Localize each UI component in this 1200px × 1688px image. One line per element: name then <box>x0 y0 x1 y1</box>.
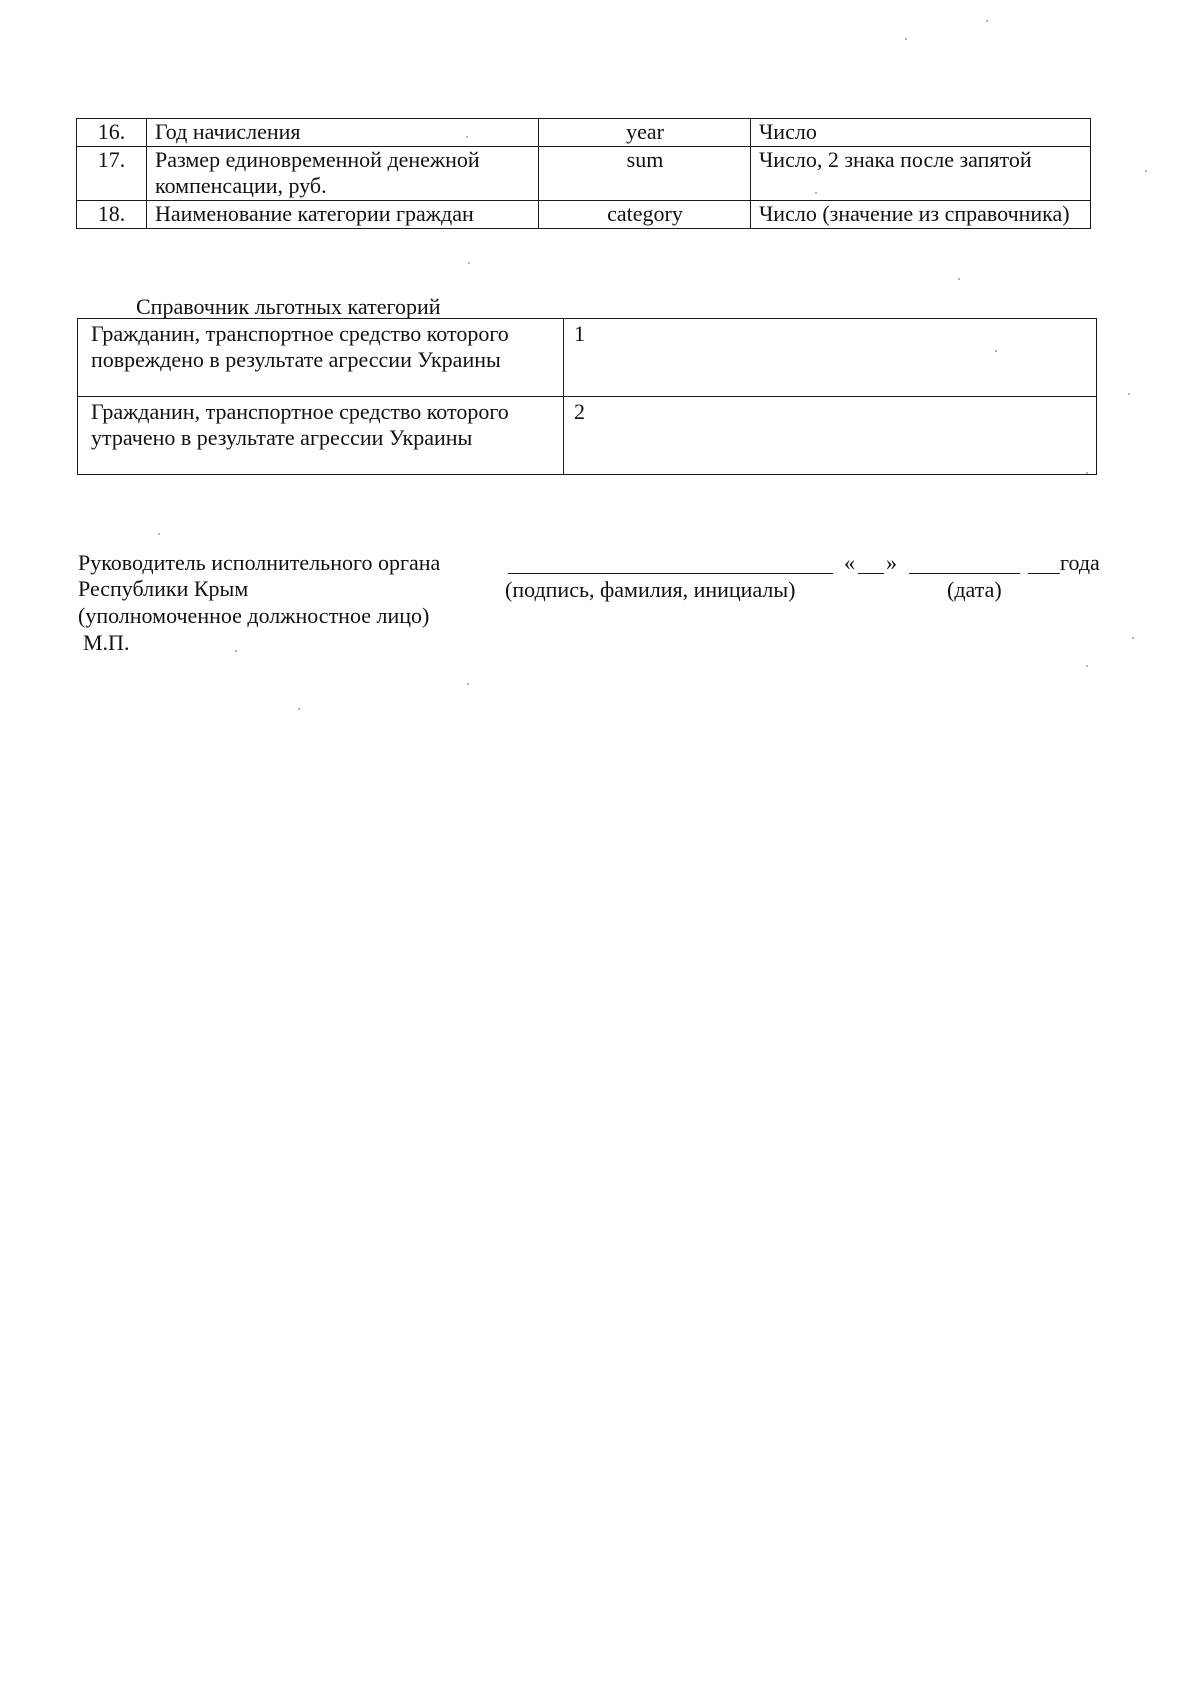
field-type: Число, 2 знака после запятой <box>751 147 1091 201</box>
table-row <box>77 201 1091 229</box>
field-code: year <box>539 119 751 147</box>
date-quote-close: » <box>886 550 897 575</box>
year-line <box>1028 573 1060 574</box>
year-word: года <box>1060 550 1100 575</box>
row-number: 17. <box>77 147 147 201</box>
day-line <box>858 573 884 574</box>
category-name: Гражданин, транспортное средство которого утрачено в результате агрессии Украины <box>78 397 564 475</box>
field-name: Наименование категории граждан <box>147 201 539 229</box>
fields-table <box>76 118 1091 229</box>
date-quote-open: « <box>844 550 855 575</box>
table-row <box>77 147 1091 201</box>
category-code: 1 <box>564 319 1097 397</box>
category-code: 2 <box>564 397 1097 475</box>
signature-hint: (подпись, фамилия, инициалы) <box>505 577 796 602</box>
field-code: sum <box>539 147 751 201</box>
field-type: Число (значение из справочника) <box>751 201 1091 229</box>
row-number: 16. <box>77 119 147 147</box>
table-row <box>77 119 1091 147</box>
field-name: Год начисления <box>147 119 539 147</box>
field-code: category <box>539 201 751 229</box>
row-number: 18. <box>77 201 147 229</box>
stamp-label: М.П. <box>83 630 130 655</box>
table-row <box>78 319 1097 397</box>
official-position-line3: (уполномоченное должностное лицо) <box>78 603 430 628</box>
table-row <box>78 397 1097 475</box>
month-line <box>909 573 1020 574</box>
dictionary-caption: Справочник льготных категорий <box>136 294 441 319</box>
signature-line <box>508 573 833 574</box>
official-position-line1: Руководитель исполнительного органа <box>78 550 441 575</box>
category-dictionary-table <box>77 318 1097 475</box>
field-type: Число <box>751 119 1091 147</box>
field-name: Размер единовременной денежной компенсации, руб. <box>147 147 539 201</box>
date-hint: (дата) <box>947 577 1002 602</box>
official-position-line2: Республики Крым <box>78 576 249 601</box>
category-name: Гражданин, транспортное средство которого повреждено в результате агрессии Украины <box>78 319 564 397</box>
